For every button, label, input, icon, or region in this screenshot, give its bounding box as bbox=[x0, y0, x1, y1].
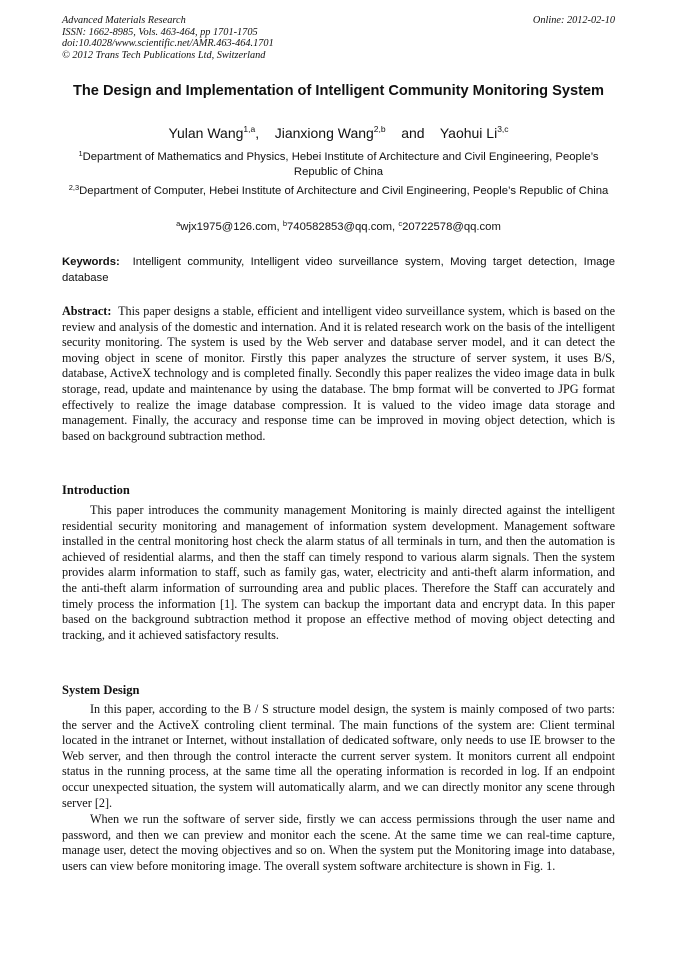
author-and: and bbox=[401, 125, 425, 141]
paragraph: When we run the software of server side, firstly we can access permissions through the user name and password, and then we can preview and monitor each the scene. At the same time we can real-time capture, manage user, detect the moving objectives and so on. When the system put the Monitoring image into database, users can view before monitoring image. The overall system software architecture is shown in Fig. 1. bbox=[62, 812, 615, 873]
journal-doi: doi:10.4028/www.scientific.net/AMR.463-464.1701 bbox=[62, 38, 274, 50]
introduction-section bbox=[62, 503, 615, 643]
abstract-text: This paper designs a stable, efficient and intelligent video surveillance system, which is based on the review and analysis of the domestic and internation. And it is related research work on the basis of the intelligent security monitoring. The system is used by the Web server and database server model, and it can detect the moving object in scene of monitor. Firstly this paper analyzes the structure of server system, it uses B/S, database, ActiveX technology and is completed finally. Secondly this paper realizes the video image data in bulk storage, read, update and maintenance by using the database. The bmp format will be converted to JPG format effectively to realize the image database compression. It is valued to the video image data storage and management. Finally, the accuracy and response time can be improved in moving object detection, which is based on background subtraction method. bbox=[62, 304, 616, 443]
abstract-block bbox=[62, 304, 615, 444]
affiliation-text: Department of Mathematics and Physics, Hebei Institute of Architecture and Civil Engineering, People’s Republic of China bbox=[82, 151, 599, 178]
author-list: Yulan Wang$^{1,a}$, Jianxiong Wang$^{2,b}$ and Yaohui Li$^{3,c}$ bbox=[168, 124, 509, 141]
author-affil-sup: 1,a bbox=[243, 124, 256, 134]
journal-copyright: © 2012 Trans Tech Publications Ltd, Switzerland bbox=[62, 49, 266, 61]
online-date: Online: 2012-02-10 bbox=[532, 15, 615, 26]
journal-header bbox=[62, 15, 615, 61]
email-sup: b bbox=[282, 219, 287, 228]
author-name: Yaohui Li bbox=[439, 125, 498, 141]
system-design-section bbox=[62, 702, 615, 811]
affiliation-text: Department of Computer, Hebei Institute of Architecture and Civil Engineering, People’s Republic of China bbox=[79, 185, 609, 197]
affiliation-sup: 2,3 bbox=[68, 183, 80, 192]
affiliation-sup: 1 bbox=[78, 149, 83, 158]
affiliation bbox=[62, 150, 615, 180]
email-list bbox=[62, 220, 615, 235]
affiliation bbox=[62, 184, 615, 199]
author-name: Yulan Wang bbox=[168, 125, 244, 141]
keywords-label: Keywords: bbox=[62, 256, 120, 268]
email-link[interactable]: 20722578@qq.com bbox=[402, 221, 501, 233]
author-affil-sup: 2,b bbox=[373, 124, 386, 134]
keywords-text: Intelligent community, Intelligent video surveillance system, Moving target detection, Image database bbox=[62, 256, 615, 284]
paragraph: In this paper, according to the B / S structure model design, the system is mainly composed of two parts: the server and the ActiveX controling client terminal. The main functions of the system are: Client terminal located in the intranet or Internet, without installation of dedicated software, only needs to use IE browser to the Web server, and then through the control interacte the current server system. It monitors current all endpoint status in the running process, at the same time all the operating information is recorded in log. If an endpoint occur unexpected situation, the system will automatically alarm, and we can directly monitor any scene through server [2]. bbox=[62, 702, 615, 810]
section-heading-introduction: Introduction bbox=[62, 483, 130, 497]
paragraph: This paper introduces the community management Monitoring is mainly directed against the intelligent residential security monitoring and management of information system development. Management software installed in the central monitoring host check the alarm status of all terminals in turn, and then the automation is achieved of residential alarms, and then the staff can timely respond to various alarm signals. Then the system provides alarm information to staff, such as family gas, water, electricity and anti-theft alarm information, and the anti-theft alarm information of surrounding area and public places. Therefore the Staff can accurately and timely process the information [1]. The system can backup the important data and encrypt data. In this paper based on the background subtraction method it propose an effective method of moving object detecting and tracking, and it achieved satisfactory results. bbox=[62, 503, 615, 642]
email-link[interactable]: wjx1975@126.com, bbox=[180, 221, 280, 233]
email-sup: c bbox=[398, 219, 403, 228]
section-heading-system-design: System Design bbox=[62, 683, 140, 697]
paper-title: The Design and Implementation of Intelligent Community Monitoring System bbox=[72, 83, 605, 99]
system-design-section-continued bbox=[62, 812, 615, 874]
author-affil-sup: 3,c bbox=[497, 124, 509, 134]
abstract-label: Abstract: bbox=[62, 304, 112, 318]
email-link[interactable]: 740582853@qq.com, bbox=[287, 221, 396, 233]
email-sup: a bbox=[176, 219, 181, 228]
journal-issn: ISSN: 1662-8985, Vols. 463-464, pp 1701-1705 bbox=[62, 26, 258, 38]
journal-name: Advanced Materials Research bbox=[62, 15, 186, 26]
keywords-block bbox=[62, 255, 615, 286]
author-name: Jianxiong Wang bbox=[274, 125, 374, 141]
